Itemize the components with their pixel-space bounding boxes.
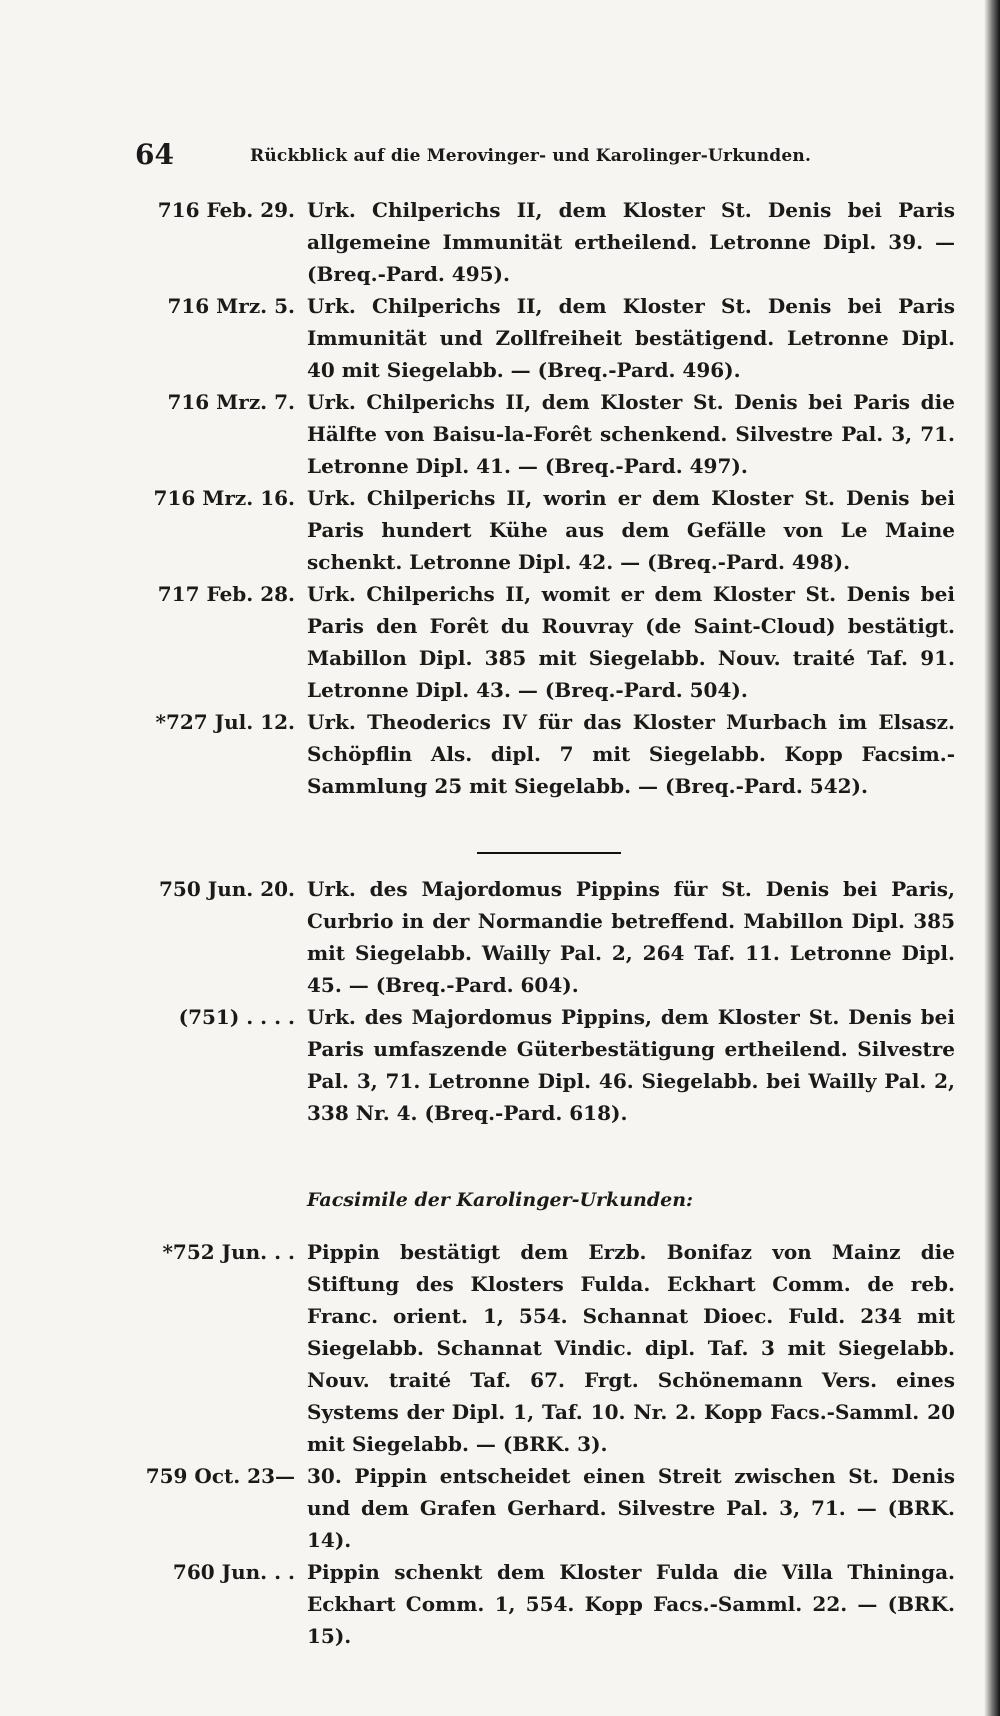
entry-date: 716 Feb. 29.	[157, 198, 295, 222]
entry-date: 716 Mrz. 16.	[153, 486, 295, 510]
entry-date: *727 Jul. 12.	[155, 710, 295, 734]
page-edge-shadow	[984, 0, 1000, 1716]
entry-text: Urk. Chilperichs II, dem Kloster St. Denis bei Paris allgemeine Immunität ertheilend. Letronne Dipl. 39. — (Breq.-Pard. 495).	[307, 198, 955, 286]
entries-group-pippin	[145, 873, 965, 1129]
entry-text: Urk. Chilperichs II, womit er dem Kloster St. Denis bei Paris den Forêt du Rouvray (de Saint-Cloud) bestätigt. Mabillon Dipl. 385 mit Siegelabb. Nouv. traité Taf. 91. Letronne Dipl. 43. — (Breq.-Pard. 504).	[307, 582, 955, 702]
entry	[145, 1460, 965, 1556]
entry-date: 760 Jun. . .	[172, 1560, 295, 1584]
entry	[145, 194, 965, 290]
entry	[145, 290, 965, 386]
entry	[145, 578, 965, 706]
entry-date: *752 Jun. . .	[162, 1240, 295, 1264]
entry-text: Pippin schenkt dem Kloster Fulda die Villa Thininga. Eckhart Comm. 1, 554. Kopp Facs.-Samml. 22. — (BRK. 15).	[307, 1560, 955, 1648]
entries-group-merovingian	[145, 194, 965, 802]
page-number: 64	[135, 138, 174, 171]
entry-text: Pippin bestätigt dem Erzb. Bonifaz von Mainz die Stiftung des Klosters Fulda. Eckhart Comm. de reb. Franc. orient. 1, 554. Schannat Dioec. Fuld. 234 mit Siegelabb. Schannat Vindic. dipl. Taf. 3 mit Siegelabb. Nouv. traité Taf. 67. Frgt. Schönemann Vers. eines Systems der Dipl. 1, Taf. 10. Nr. 2. Kopp Facs.-Samml. 20 mit Siegelabb. — (BRK. 3).	[307, 1240, 955, 1456]
entry-text: Urk. Chilperichs II, dem Kloster St. Denis bei Paris Immunität und Zollfreiheit bestätigend. Letronne Dipl. 40 mit Siegelabb. — (Breq.-Pard. 496).	[307, 294, 955, 382]
entry-text: Urk. Chilperichs II, worin er dem Kloster St. Denis bei Paris hundert Kühe aus dem Gefälle von Le Maine schenkt. Letronne Dipl. 42. — (Breq.-Pard. 498).	[307, 486, 955, 574]
entry-text: Urk. des Majordomus Pippins für St. Denis bei Paris, Curbrio in der Normandie betreffend. Mabillon Dipl. 385 mit Siegelabb. Wailly Pal. 2, 264 Taf. 11. Letronne Dipl. 45. — (Breq.-Pard. 604).	[307, 877, 955, 997]
entry-date: 759 Oct. 23—	[145, 1464, 295, 1488]
section-divider	[477, 852, 621, 854]
entry-date: (751) . . . .	[178, 1005, 295, 1029]
entries-group-carolingian	[145, 1236, 965, 1652]
page-header	[135, 138, 855, 178]
entry	[145, 1556, 965, 1652]
entry	[145, 482, 965, 578]
entry	[145, 1236, 965, 1460]
entry-date: 716 Mrz. 7.	[167, 390, 295, 414]
entry-date: 750 Jun. 20.	[159, 877, 295, 901]
entry	[145, 1001, 965, 1129]
running-title: Rückblick auf die Merovinger- und Karolinger-Urkunden.	[250, 146, 812, 166]
section-title: Facsimile der Karolinger-Urkunden:	[306, 1189, 694, 1211]
entry	[145, 386, 965, 482]
entry-text: Urk. Theoderics IV für das Kloster Murbach im Elsasz. Schöpflin Als. dipl. 7 mit Siegelabb. Kopp Facsim.-Sammlung 25 mit Siegelabb. — (Breq.-Pard. 542).	[307, 710, 955, 798]
entry-text: Urk. des Majordomus Pippins, dem Kloster St. Denis bei Paris umfaszende Güterbestätigung ertheilend. Silvestre Pal. 3, 71. Letronne Dipl. 46. Siegelabb. bei Wailly Pal. 2, 338 Nr. 4. (Breq.-Pard. 618).	[307, 1005, 955, 1125]
entry-date: 717 Feb. 28.	[157, 582, 295, 606]
entry	[145, 873, 965, 1001]
entry-text: Urk. Chilperichs II, dem Kloster St. Denis bei Paris die Hälfte von Baisu-la-Forêt schenkend. Silvestre Pal. 3, 71. Letronne Dipl. 41. — (Breq.-Pard. 497).	[307, 390, 955, 478]
entry-date: 716 Mrz. 5.	[167, 294, 295, 318]
entry-text: 30. Pippin entscheidet einen Streit zwischen St. Denis und dem Grafen Gerhard. Silvestre Pal. 3, 71. — (BRK. 14).	[307, 1464, 955, 1552]
entry	[145, 706, 965, 802]
